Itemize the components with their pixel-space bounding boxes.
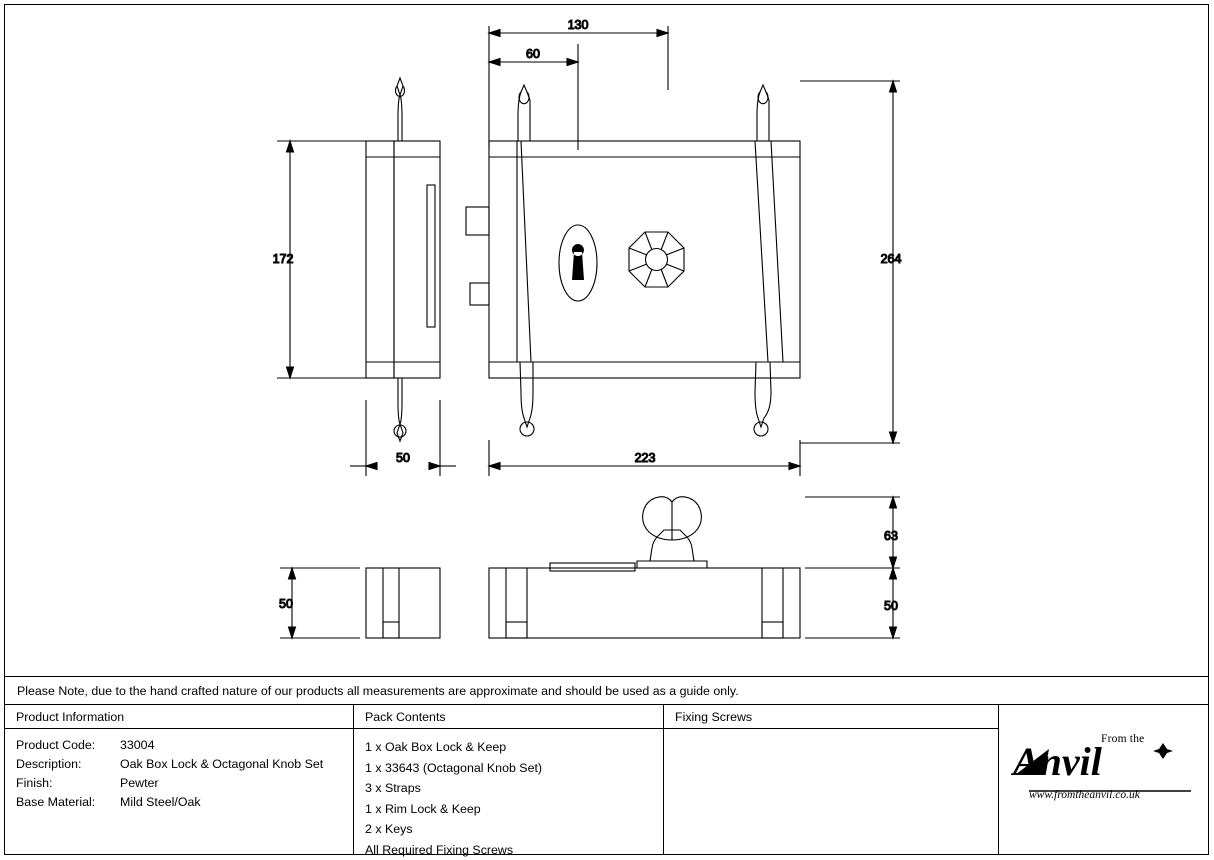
product-code-label: Product Code:: [16, 738, 96, 752]
fixing-screws-column: [664, 705, 999, 855]
pack-item: All Required Fixing Screws: [365, 842, 514, 857]
product-code-value: 33004: [120, 738, 155, 752]
measurement-note: [5, 676, 1208, 705]
dim-60-label: 60: [526, 47, 540, 61]
pack-item: 1 x 33643 (Octagonal Knob Set): [365, 760, 543, 775]
finish-value: Pewter: [120, 776, 159, 790]
description-value: Oak Box Lock & Octagonal Knob Set: [120, 757, 324, 771]
dim-223-label: 223: [634, 451, 656, 465]
dim-130-label: 130: [567, 18, 589, 32]
dim-50-side-label: 50: [279, 597, 293, 611]
product-information-header: Product Information: [5, 705, 353, 729]
keep-strap: [394, 78, 406, 441]
logo-column: [999, 705, 1208, 855]
dim-50-right-label: 50: [884, 599, 898, 613]
description-label: Description:: [16, 757, 82, 771]
brand-logo: [999, 705, 1208, 855]
dim-50-keep-label: 50: [396, 451, 410, 465]
dim-172-label: 172: [272, 252, 294, 266]
pack-contents-column: [354, 705, 664, 855]
lock-side-view: [489, 497, 800, 638]
pack-item: 1 x Oak Box Lock & Keep: [365, 740, 507, 754]
product-information-column: [5, 705, 354, 855]
fixing-screws-body: [664, 729, 998, 737]
product-information-body: [5, 729, 353, 810]
logo-url: www.fromtheanvil.co.uk: [1029, 789, 1140, 801]
base-material-label: Base Material:: [16, 795, 96, 809]
measurement-note-text: Please Note, due to the hand crafted nature of our products all measurements are approximate and should be used as a guide only.: [17, 683, 739, 698]
spec-row: [16, 775, 353, 791]
fixing-screws-header: Fixing Screws: [664, 705, 998, 729]
lock-front-view: [466, 85, 800, 436]
keep-side-view: [366, 568, 440, 638]
pack-contents-body: [354, 729, 663, 860]
pack-item: 1 x Rim Lock & Keep: [365, 801, 481, 816]
dim-63-label: 63: [884, 529, 898, 543]
pack-item: 2 x Keys: [365, 822, 413, 836]
spec-row: [16, 737, 353, 753]
logo-from-the: From the: [1101, 733, 1145, 745]
spec-row: [16, 794, 353, 810]
spec-row: [16, 756, 353, 772]
logo-wordmark: Anvil: [1013, 739, 1102, 784]
keep-front-view: [366, 141, 440, 378]
info-table: [5, 705, 1208, 855]
dim-264-label: 264: [880, 252, 902, 266]
pack-item: 3 x Straps: [365, 781, 421, 795]
base-material-value: Mild Steel/Oak: [120, 795, 201, 809]
finish-label: Finish:: [16, 776, 53, 790]
pack-contents-header: Pack Contents: [354, 705, 663, 729]
